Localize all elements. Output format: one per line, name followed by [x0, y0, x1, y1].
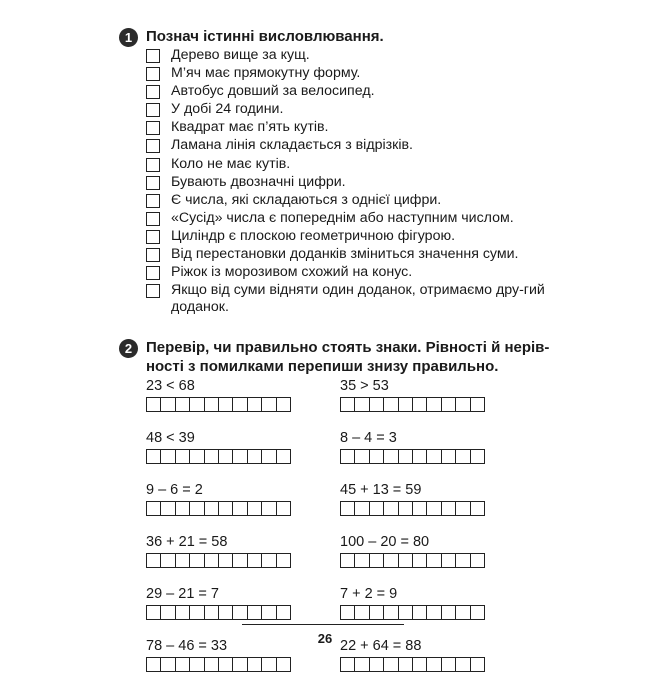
answer-grid: [340, 449, 510, 464]
statement-text: Якщо від суми відняти один доданок, отримаємо дру-гий доданок.: [171, 282, 545, 316]
answer-cell[interactable]: [398, 657, 414, 672]
equation-text: 100 – 20 = 80: [340, 534, 430, 550]
statement-text: Є числа, які складаються з однієї цифри.: [171, 191, 442, 208]
answer-cell[interactable]: [146, 553, 162, 568]
statement-item: [146, 47, 546, 65]
page-number: 26: [317, 631, 333, 646]
answer-cell[interactable]: [383, 501, 399, 516]
answer-cell[interactable]: [261, 449, 277, 464]
answer-cell[interactable]: [441, 605, 457, 620]
answer-cell[interactable]: [276, 605, 292, 620]
answer-cell[interactable]: [426, 501, 442, 516]
statement-text: Ламана лінія складається з відрізків.: [171, 137, 413, 154]
statement-checkbox[interactable]: [146, 266, 160, 280]
answer-cell[interactable]: [369, 605, 385, 620]
answer-grid: [146, 657, 316, 672]
answer-cell[interactable]: [470, 449, 486, 464]
answer-cell[interactable]: [354, 553, 370, 568]
equation-text: 48 < 39: [146, 430, 195, 446]
answer-cell[interactable]: [340, 501, 356, 516]
answer-cell[interactable]: [455, 501, 471, 516]
answer-cell[interactable]: [354, 501, 370, 516]
answer-cell[interactable]: [354, 397, 370, 412]
statement-item: [146, 228, 546, 246]
statement-text: Дерево вище за кущ.: [171, 47, 310, 63]
equation-text: 45 + 13 = 59: [340, 482, 422, 498]
answer-cell[interactable]: [412, 501, 428, 516]
statement-checkbox[interactable]: [146, 85, 160, 99]
answer-cell[interactable]: [426, 553, 442, 568]
answer-cell[interactable]: [160, 605, 176, 620]
footer-rule: [242, 624, 404, 625]
statement-text: Від перестановки доданків зміниться значення суми.: [171, 246, 519, 263]
statement-text: У добі 24 години.: [171, 101, 284, 118]
answer-cell[interactable]: [218, 449, 234, 464]
answer-cell[interactable]: [175, 397, 191, 412]
answer-cell[interactable]: [218, 553, 234, 568]
equation-text: 23 < 68: [146, 378, 195, 394]
answer-grid: [146, 605, 316, 620]
answer-grid: [340, 605, 510, 620]
statement-item: [146, 246, 546, 264]
answer-cell[interactable]: [189, 657, 205, 672]
answer-cell[interactable]: [160, 397, 176, 412]
answer-cell[interactable]: [354, 657, 370, 672]
answer-cell[interactable]: [398, 397, 414, 412]
answer-cell[interactable]: [218, 397, 234, 412]
answer-cell[interactable]: [340, 605, 356, 620]
task-2-title-line-1: Перевір, чи правильно стоять знаки. Рівності й нерів-: [146, 339, 550, 356]
answer-cell[interactable]: [383, 449, 399, 464]
answer-cell[interactable]: [218, 501, 234, 516]
answer-cell[interactable]: [189, 449, 205, 464]
statement-item: [146, 282, 546, 318]
answer-cell[interactable]: [470, 397, 486, 412]
answer-cell[interactable]: [175, 553, 191, 568]
answer-cell[interactable]: [340, 397, 356, 412]
answer-grid: [340, 397, 510, 412]
statement-item: [146, 137, 546, 155]
task-2-number: [119, 339, 138, 358]
answer-cell[interactable]: [175, 605, 191, 620]
answer-cell[interactable]: [189, 501, 205, 516]
answer-grid: [340, 657, 510, 672]
task-1-number: [119, 28, 138, 47]
equation-item: [340, 430, 510, 482]
answer-cell[interactable]: [204, 657, 220, 672]
answer-cell[interactable]: [383, 553, 399, 568]
statement-text: М’яч має прямокутну форму.: [171, 65, 361, 82]
equation-text: 9 – 6 = 2: [146, 482, 203, 498]
statement-checkbox[interactable]: [146, 194, 160, 208]
answer-cell[interactable]: [398, 501, 414, 516]
answer-cell[interactable]: [398, 449, 414, 464]
answer-cell[interactable]: [261, 657, 277, 672]
answer-cell[interactable]: [426, 449, 442, 464]
statement-text: Квадрат має п’ять кутів.: [171, 119, 329, 136]
equation-item: [340, 534, 510, 586]
answer-cell[interactable]: [204, 397, 220, 412]
answer-cell[interactable]: [369, 657, 385, 672]
statement-text: Циліндр є плоскою геометричною фігурою.: [171, 227, 456, 244]
statement-text: Автобус довший за велосипед.: [171, 83, 375, 100]
statement-item: [146, 65, 546, 83]
answer-cell[interactable]: [276, 397, 292, 412]
statement-checkbox[interactable]: [146, 284, 160, 298]
task-2-number-text: 2: [124, 341, 133, 356]
answer-cell[interactable]: [204, 449, 220, 464]
statement-item: [146, 83, 546, 101]
answer-cell[interactable]: [218, 605, 234, 620]
equation-item: [340, 378, 510, 430]
answer-cell[interactable]: [455, 605, 471, 620]
answer-cell[interactable]: [247, 553, 263, 568]
answer-cell[interactable]: [146, 605, 162, 620]
answer-cell[interactable]: [470, 605, 486, 620]
answer-cell[interactable]: [383, 657, 399, 672]
answer-cell[interactable]: [247, 397, 263, 412]
answer-cell[interactable]: [232, 397, 248, 412]
statement-checkbox[interactable]: [146, 176, 160, 190]
statement-item: [146, 210, 546, 228]
statement-checkbox[interactable]: [146, 49, 160, 63]
answer-cell[interactable]: [232, 449, 248, 464]
answer-cell[interactable]: [160, 449, 176, 464]
equation-item: [146, 378, 316, 430]
statement-checkbox[interactable]: [146, 158, 160, 172]
statement-text: Коло не має кутів.: [171, 155, 291, 172]
statement-checkbox[interactable]: [146, 212, 160, 226]
statement-item: [146, 119, 546, 137]
answer-cell[interactable]: [455, 553, 471, 568]
answer-cell[interactable]: [455, 449, 471, 464]
answer-cell[interactable]: [369, 397, 385, 412]
answer-cell[interactable]: [218, 657, 234, 672]
answer-cell[interactable]: [441, 553, 457, 568]
answer-cell[interactable]: [354, 449, 370, 464]
statement-text: Бувають двозначні цифри.: [171, 173, 346, 190]
statement-checkbox[interactable]: [146, 139, 160, 153]
answer-cell[interactable]: [369, 449, 385, 464]
answer-cell[interactable]: [470, 657, 486, 672]
answer-cell[interactable]: [175, 657, 191, 672]
answer-cell[interactable]: [146, 397, 162, 412]
answer-cell[interactable]: [412, 449, 428, 464]
answer-cell[interactable]: [276, 553, 292, 568]
equation-item: [146, 482, 316, 534]
answer-cell[interactable]: [204, 553, 220, 568]
equation-item: [146, 430, 316, 482]
answer-cell[interactable]: [383, 605, 399, 620]
answer-cell[interactable]: [441, 501, 457, 516]
statement-checkbox[interactable]: [146, 103, 160, 117]
task-1-title: Познач істинні висловлювання.: [146, 28, 384, 45]
answer-cell[interactable]: [441, 657, 457, 672]
statement-item: [146, 192, 546, 210]
answer-cell[interactable]: [232, 605, 248, 620]
answer-cell[interactable]: [470, 553, 486, 568]
answer-cell[interactable]: [175, 449, 191, 464]
answer-cell[interactable]: [204, 605, 220, 620]
answer-cell[interactable]: [276, 449, 292, 464]
equation-text: 35 > 53: [340, 378, 389, 394]
equation-text: 78 – 46 = 33: [146, 638, 228, 654]
statement-text: Ріжок із морозивом схожий на конус.: [171, 264, 413, 281]
answer-cell[interactable]: [261, 501, 277, 516]
answer-cell[interactable]: [354, 605, 370, 620]
answer-grid: [146, 397, 316, 412]
equation-text: 22 + 64 = 88: [340, 638, 422, 654]
answer-cell[interactable]: [160, 657, 176, 672]
answer-cell[interactable]: [276, 657, 292, 672]
answer-cell[interactable]: [455, 397, 471, 412]
answer-grid: [146, 553, 316, 568]
answer-cell[interactable]: [146, 449, 162, 464]
answer-cell[interactable]: [146, 501, 162, 516]
statement-item: [146, 174, 546, 192]
answer-cell[interactable]: [340, 449, 356, 464]
answer-cell[interactable]: [189, 397, 205, 412]
answer-cell[interactable]: [470, 501, 486, 516]
answer-cell[interactable]: [232, 553, 248, 568]
answer-cell[interactable]: [247, 501, 263, 516]
answer-cell[interactable]: [369, 501, 385, 516]
statement-item: [146, 156, 546, 174]
statement-checkbox[interactable]: [146, 230, 160, 244]
statement-checkbox[interactable]: [146, 67, 160, 81]
equation-text: 36 + 21 = 58: [146, 534, 228, 550]
answer-cell[interactable]: [369, 553, 385, 568]
answer-cell[interactable]: [340, 657, 356, 672]
answer-cell[interactable]: [383, 397, 399, 412]
answer-cell[interactable]: [412, 397, 428, 412]
equation-text: 8 – 4 = 3: [340, 430, 397, 446]
equation-item: [146, 534, 316, 586]
answer-cell[interactable]: [340, 553, 356, 568]
task-1-number-text: 1: [124, 30, 133, 45]
answer-cell[interactable]: [247, 449, 263, 464]
answer-cell[interactable]: [412, 553, 428, 568]
answer-cell[interactable]: [398, 553, 414, 568]
answer-cell[interactable]: [189, 553, 205, 568]
answer-cell[interactable]: [146, 657, 162, 672]
answer-cell[interactable]: [232, 501, 248, 516]
answer-cell[interactable]: [261, 605, 277, 620]
answer-cell[interactable]: [426, 657, 442, 672]
answer-cell[interactable]: [189, 605, 205, 620]
answer-grid: [146, 449, 316, 464]
task-2-title-line-2: ності з помилками перепиши знизу правильно.: [146, 358, 499, 375]
answer-cell[interactable]: [412, 605, 428, 620]
statement-text: «Сусід» числа є попереднім або наступним числом.: [171, 209, 514, 226]
answer-cell[interactable]: [412, 657, 428, 672]
statement-checkbox[interactable]: [146, 121, 160, 135]
statement-item: [146, 264, 546, 282]
statement-item: [146, 101, 546, 119]
statement-list: [146, 47, 546, 318]
answer-cell[interactable]: [232, 657, 248, 672]
equation-text: 29 – 21 = 7: [146, 586, 219, 602]
answer-cell[interactable]: [455, 657, 471, 672]
answer-cell[interactable]: [276, 501, 292, 516]
answer-cell[interactable]: [441, 449, 457, 464]
answer-cell[interactable]: [247, 657, 263, 672]
answer-cell[interactable]: [261, 397, 277, 412]
answer-cell[interactable]: [426, 397, 442, 412]
answer-grid: [340, 553, 510, 568]
answer-cell[interactable]: [426, 605, 442, 620]
answer-cell[interactable]: [247, 605, 263, 620]
answer-cell[interactable]: [175, 501, 191, 516]
answer-cell[interactable]: [160, 553, 176, 568]
answer-cell[interactable]: [160, 501, 176, 516]
answer-cell[interactable]: [261, 553, 277, 568]
answer-cell[interactable]: [204, 501, 220, 516]
answer-cell[interactable]: [441, 397, 457, 412]
answer-cell[interactable]: [398, 605, 414, 620]
statement-checkbox[interactable]: [146, 248, 160, 262]
equation-item: [340, 482, 510, 534]
answer-grid: [340, 501, 510, 516]
equation-text: 7 + 2 = 9: [340, 586, 398, 602]
answer-grid: [146, 501, 316, 516]
